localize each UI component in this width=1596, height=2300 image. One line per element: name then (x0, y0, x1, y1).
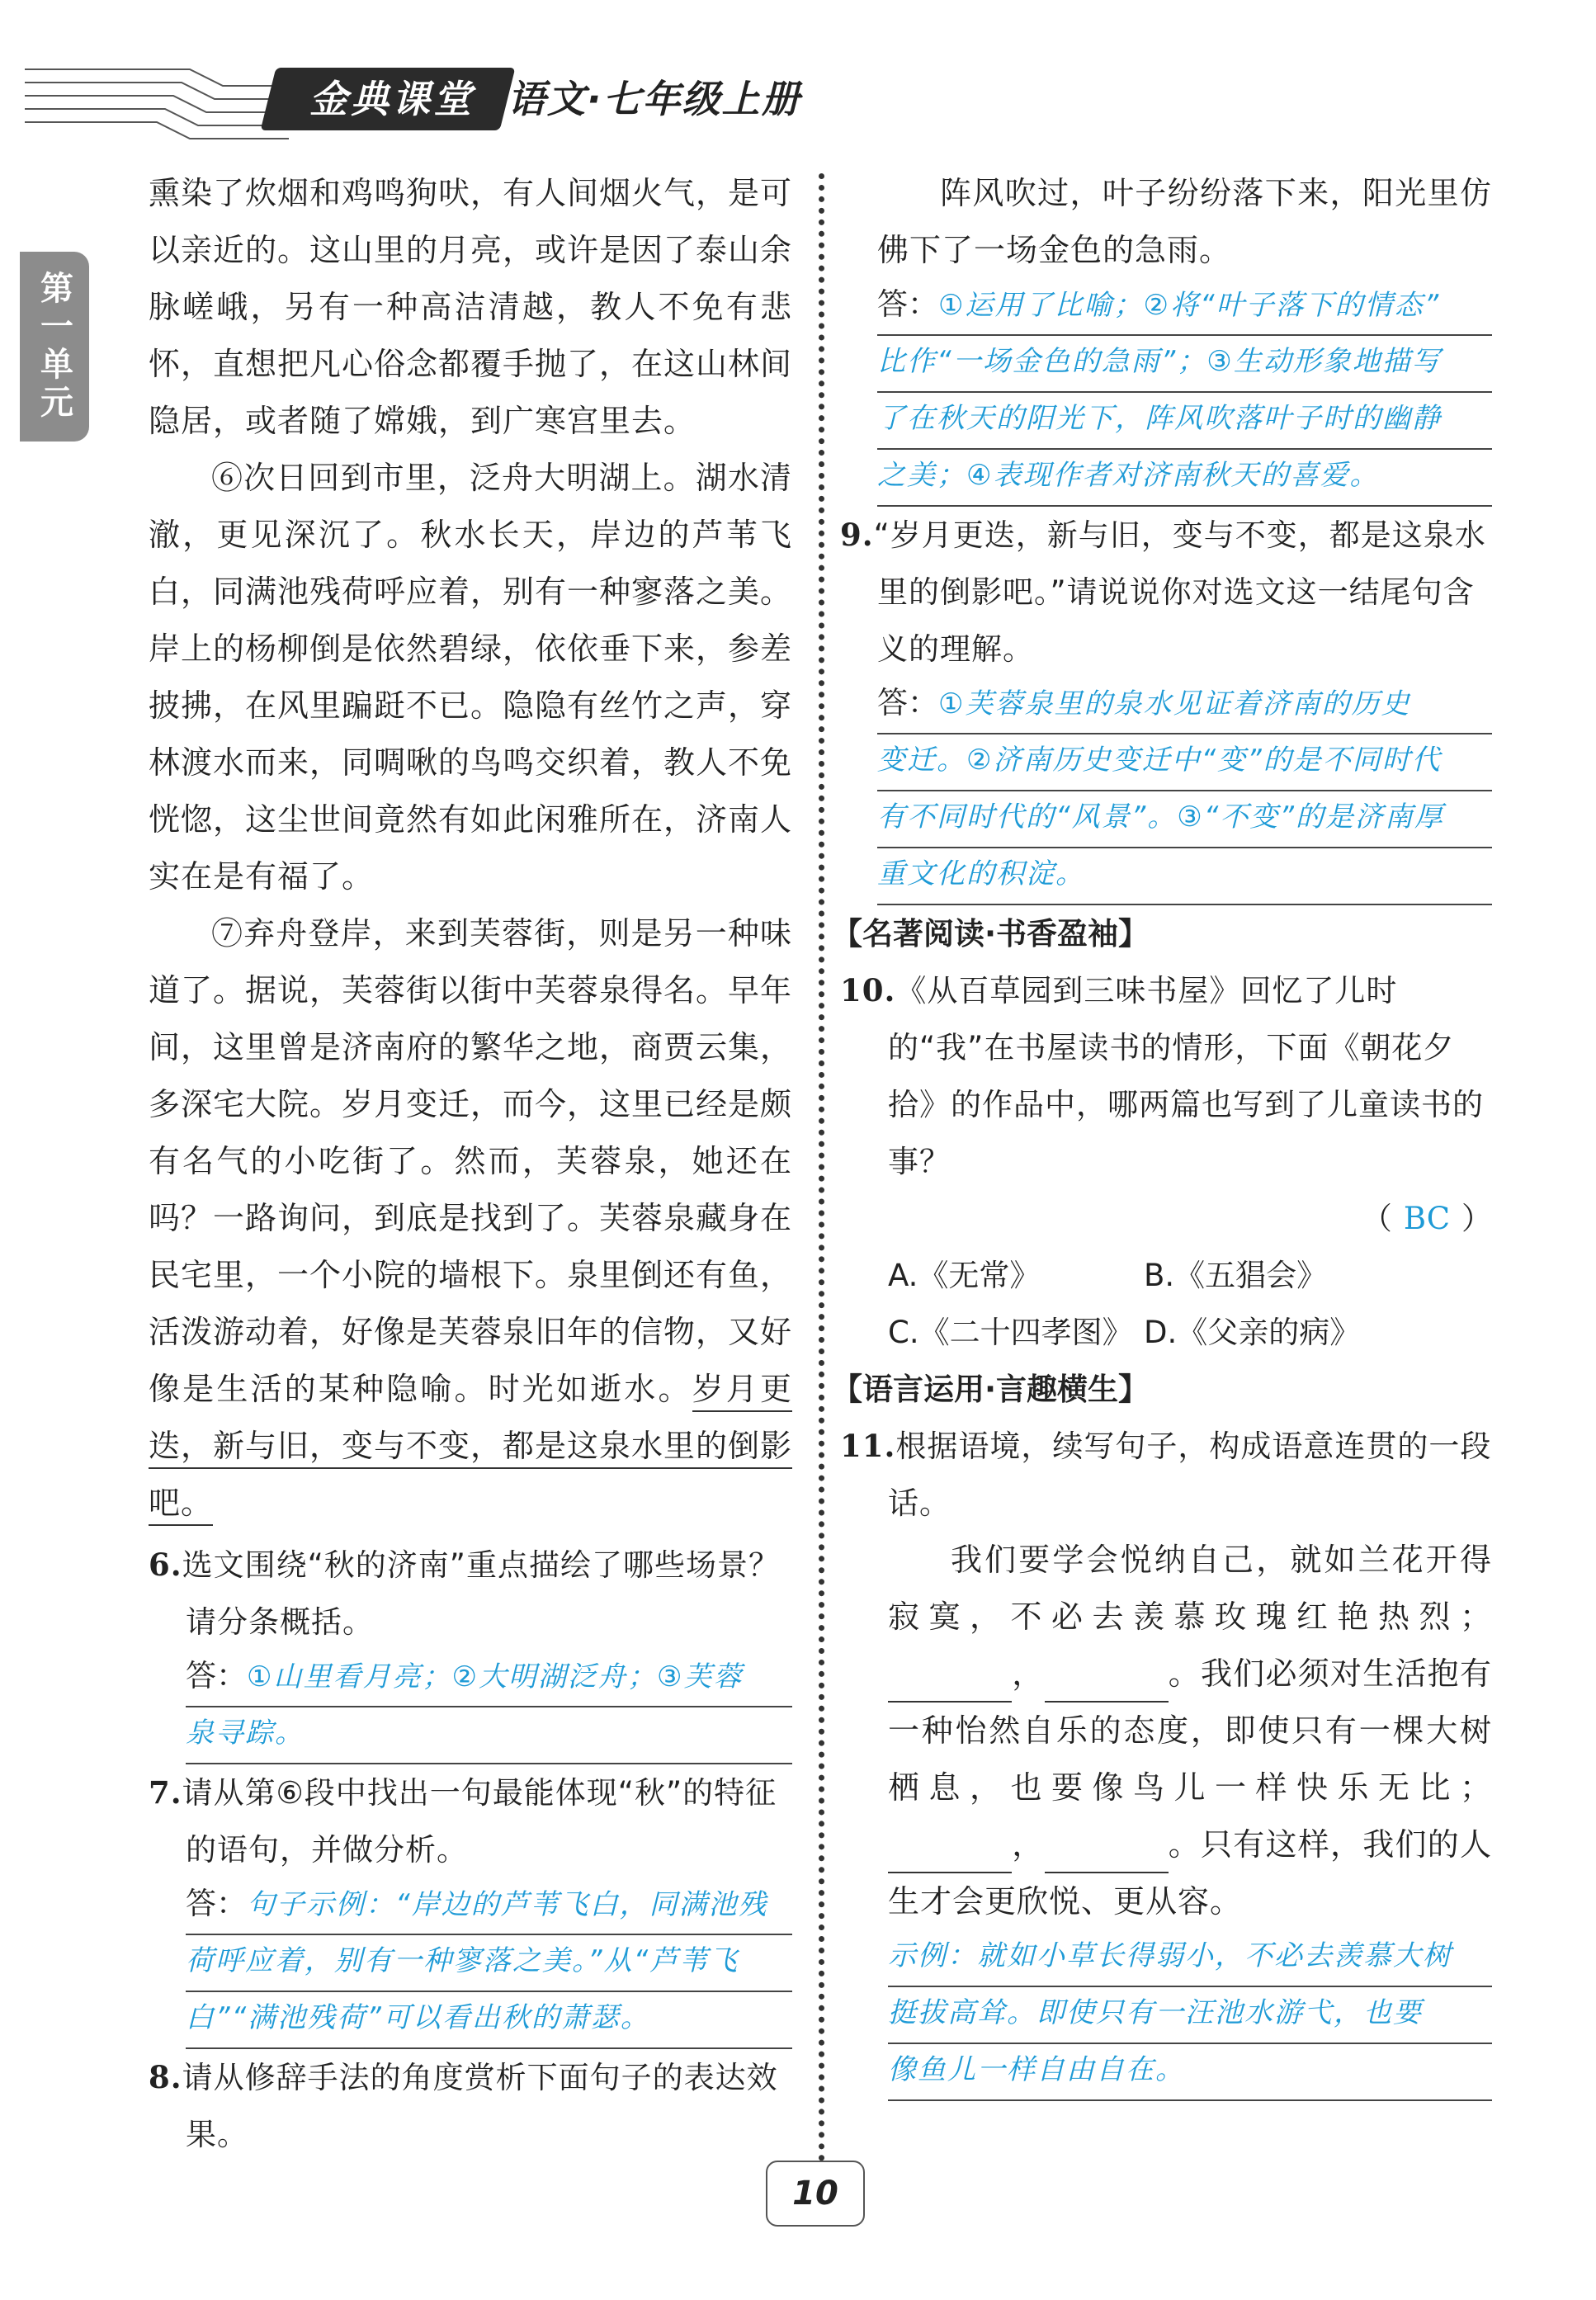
fill-blank[interactable] (888, 1840, 1012, 1873)
left-column (149, 165, 792, 2163)
question-8 (149, 2049, 792, 2163)
question-10-text: 《从百草园到三味书屋》回忆了儿时的“我”在书屋读书的情形，下面《朝花夕拾》的作品中，哪两篇也写到了儿童读书的事？ (888, 973, 1484, 1179)
passage-part-c: 。只有这样，我们的人生才会更欣悦、更从容。 (888, 1826, 1492, 1920)
answer-line (877, 848, 1492, 905)
choice-row (840, 1247, 1492, 1304)
brand-title: 金典课堂 (309, 77, 475, 121)
answer-line (186, 1878, 792, 1935)
question-9 (840, 507, 1492, 678)
handwritten-answer: ①山里看月亮；②大明湖泛舟；③芙蓉 (247, 1660, 744, 1693)
answer-line (877, 336, 1492, 393)
option-a: A.《无常》 (888, 1258, 1041, 1293)
question-8-quote: 阵风吹过，叶子纷纷落下来，阳光里仿佛下了一场金色的急雨。 (877, 175, 1492, 268)
question-7 (149, 1764, 792, 1878)
comma: ， (1012, 1826, 1045, 1863)
option-c: C.《二十四孝图》 (888, 1315, 1133, 1350)
answer-line (186, 1651, 792, 1707)
question-8-number: 8. (149, 2059, 182, 2095)
handwritten-answer: 白”“满池残荷”可以看出秋的萧瑟。 (186, 2001, 650, 2034)
answer-line (877, 279, 1492, 336)
handwritten-answer: ①运用了比喻；②将“叶子落下的情态” (938, 289, 1441, 322)
handwritten-choice-answer: BC (1403, 1201, 1450, 1236)
answer-line (888, 1987, 1492, 2044)
column-divider (819, 173, 824, 2162)
answer-line (877, 734, 1492, 791)
page-number: 10 (766, 2161, 865, 2227)
unit-tab-label: 第一单元 (35, 271, 73, 423)
answer-label: 答： (877, 685, 938, 720)
choice-row (840, 1304, 1492, 1361)
question-6-answer (149, 1651, 792, 1764)
answer-line (877, 450, 1492, 507)
handwritten-answer: 重文化的积淀。 (877, 857, 1085, 890)
answer-line (877, 393, 1492, 450)
question-10-answer-bracket (840, 1190, 1492, 1247)
handwritten-answer: 变迁。②济南历史变迁中“变”的是不同时代 (877, 744, 1442, 777)
handwritten-answer: 泉寻踪。 (186, 1717, 305, 1750)
handwritten-answer: 示例：就如小草长得弱小，不必去羡慕大树 (888, 1939, 1452, 1972)
handwritten-answer: 了在秋天的阳光下，阵风吹落叶子时的幽静 (877, 402, 1442, 435)
handwritten-answer: ①芙蓉泉里的泉水见证着济南的历史 (938, 687, 1411, 720)
handwritten-answer: 像鱼儿一样自由自在。 (888, 2053, 1185, 2086)
handwritten-answer: 挺拔高耸。即使只有一汪池水游弋，也要 (888, 1996, 1423, 2029)
underlined-ending-sentence: 岁月更迭，新与旧，变与不变，都是这泉水里的倒影吧。 (149, 1371, 792, 1526)
handwritten-answer: 荷呼应着，别有一种寥落之美。”从“芦苇飞 (186, 1944, 739, 1977)
fill-blank[interactable] (888, 1670, 1012, 1703)
bracket-open: （ (1361, 1201, 1392, 1236)
handwritten-answer: 比作“一场金色的急雨”；③生动形象地描写 (877, 345, 1442, 378)
unit-tab (20, 252, 89, 442)
answer-line (888, 2044, 1492, 2101)
question-11-answer (840, 1930, 1492, 2101)
paragraph-7-text: ⑦弃舟登岸，来到芙蓉街，则是另一种味道了。据说，芙蓉街以街中芙蓉泉得名。早年间，这里曾是济南府的繁华之地，商贾云集，多深宅大院。岁月变迁，而今，这里已经是颇有名气的小吃街了。然而，芙蓉泉，她还在吗？一路询问，到底是找到了。芙蓉泉藏身在民宅里，一个小院的墙根下。泉里倒还有鱼，活泼游动着，好像是芙蓉泉旧年的信物，又好像是生活的某种隐喻。时光如逝水。 (149, 915, 793, 1407)
question-9-answer (840, 678, 1492, 905)
question-11-passage (840, 1532, 1492, 1930)
handwritten-answer: 有不同时代的“风景”。③“不变”的是济南厚 (877, 801, 1444, 834)
question-7-number: 7. (149, 1774, 182, 1811)
handwritten-answer: 之美；④表现作者对济南秋天的喜爱。 (877, 459, 1380, 492)
question-7-text: 请从第⑥段中找出一句最能体现“秋”的特征的语句，并做分析。 (182, 1775, 777, 1868)
option-d: D.《父亲的病》 (1144, 1315, 1361, 1350)
passage-paragraph-7 (149, 905, 792, 1532)
question-6-text: 选文围绕“秋的济南”重点描绘了哪些场景？请分条概括。 (182, 1547, 780, 1640)
question-8-answer (840, 279, 1492, 507)
answer-label: 答： (877, 286, 938, 322)
question-10 (840, 962, 1492, 1190)
bracket-close: ） (1461, 1201, 1492, 1236)
section-title-classics: 【名著阅读·书香盈袖】 (832, 916, 1150, 952)
answer-line (186, 1707, 792, 1764)
question-8-text: 请从修辞手法的角度赏析下面句子的表达效果。 (182, 2060, 778, 2152)
fill-blank[interactable] (1045, 1840, 1169, 1873)
passage-paragraph-5-cont: 熏染了炊烟和鸡鸣狗吠，有人间烟火气，是可以亲近的。这山里的月亮，或许是因了泰山余脉嵯峨，另有一种高洁清越，教人不免有悲怀，直想把凡心俗念都覆手抛了，在这山林间隐居，或者随了嫦娥，到广寒宫里去。 (149, 175, 793, 439)
passage-part-b: 。我们必须对生活抱有一种怡然自乐的态度，即使只有一棵大树栖息，也要像鸟儿一样快乐无比； (888, 1655, 1492, 1806)
question-7-answer (149, 1878, 792, 2049)
right-column (832, 165, 1492, 2101)
book-subtitle: 语文·七年级上册 (508, 77, 801, 121)
option-b: B.《五猖会》 (1144, 1258, 1328, 1293)
answer-line (186, 1935, 792, 1992)
section-title-language: 【语言运用·言趣横生】 (832, 1372, 1150, 1407)
question-6 (149, 1537, 792, 1651)
comma: ， (1012, 1655, 1045, 1692)
question-11-text: 根据语境，续写句子，构成语意连贯的一段话。 (888, 1429, 1492, 1521)
question-9-text: “岁月更迭，新与旧，变与不变，都是这泉水里的倒影吧。”请说说你对选文这一结尾句含义的理解。 (873, 517, 1486, 667)
answer-label: 答： (186, 1886, 247, 1921)
answer-line (877, 678, 1492, 734)
question-11-number: 11. (840, 1428, 896, 1464)
fill-blank[interactable] (1045, 1670, 1169, 1703)
answer-line (877, 791, 1492, 848)
question-6-number: 6. (149, 1547, 182, 1583)
header-decoration-lines (25, 58, 289, 149)
passage-part-a: 我们要学会悦纳自己，就如兰花开得寂寞，不必去羡慕玫瑰红艳热烈； (888, 1542, 1492, 1635)
question-9-number: 9. (840, 517, 874, 553)
answer-line (888, 1930, 1492, 1987)
answer-label: 答： (186, 1658, 247, 1693)
passage-paragraph-6: ⑥次日回到市里，泛舟大明湖上。湖水清澈，更见深沉了。秋水长天，岸边的芦苇飞白，同满池残荷呼应着，别有一种寥落之美。岸上的杨柳倒是依然碧绿，依依垂下来，参差披拂，在风里蹁跹不已。隐隐有丝竹之声，穿林渡水而来，同啁啾的鸟鸣交织着，教人不免恍惚，这尘世间竟然有如此闲雅所在，济南人实在是有福了。 (149, 460, 793, 895)
handwritten-answer: 句子示例：“岸边的芦苇飞白，同满池残 (247, 1888, 768, 1921)
answer-line (186, 1992, 792, 2049)
question-10-number: 10. (840, 972, 896, 1008)
question-11 (840, 1418, 1492, 1532)
page-header (0, 0, 1596, 165)
